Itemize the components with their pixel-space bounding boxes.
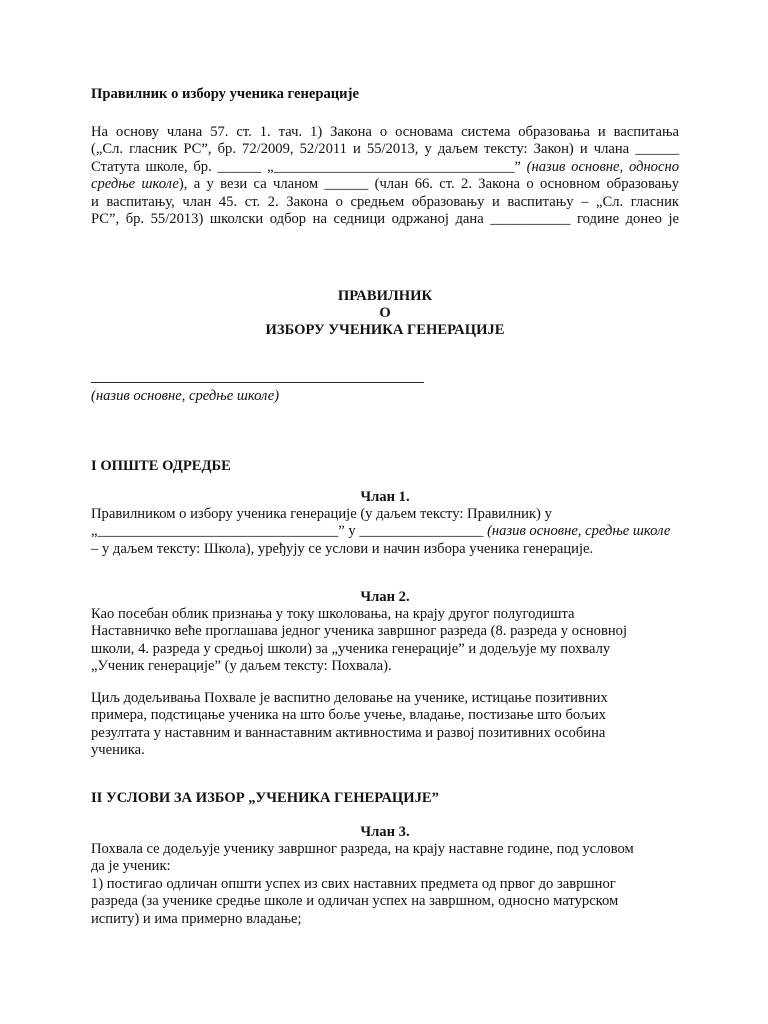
article-heading: Члан 2. bbox=[360, 589, 410, 605]
paragraph-line: Похвала се додељује ученику завршног разреда, на крају наставне године, под условом bbox=[91, 841, 634, 857]
paragraph-line: испиту) и има примерно владање; bbox=[91, 910, 302, 927]
paragraph-line: Као посебан облик признања у току школовања, на крају другог полугодишта bbox=[91, 606, 575, 622]
school-name-caption: (назив основне, средње школе) bbox=[91, 388, 280, 404]
paragraph-line-text: „_________________________________” у _________________ bbox=[91, 523, 484, 540]
main-title-line: ПРАВИЛНИК bbox=[337, 288, 433, 304]
section-heading: II УСЛОВИ ЗА ИЗБОР „УЧЕНИКА ГЕНЕРАЦИЈЕ” bbox=[91, 790, 439, 806]
article-1-text bbox=[91, 506, 679, 558]
article-heading: Члан 1. bbox=[360, 489, 410, 505]
article-2-paragraph-2 bbox=[91, 690, 679, 760]
intro-line-text: Статута школе, бр. ______ „_________________________________” bbox=[91, 158, 521, 175]
intro-paragraph bbox=[91, 124, 679, 228]
paragraph-line: ученика. bbox=[91, 742, 145, 759]
article-heading: Члан 3. bbox=[360, 824, 410, 840]
paragraph-line: „Ученик генерације” (у даљем тексту: Похвала). bbox=[91, 658, 392, 675]
article-2-paragraph-1 bbox=[91, 606, 679, 676]
intro-line: На основу члана 57. ст. 1. тач. 1) Закона о основама система образовања и васпитања bbox=[91, 124, 679, 140]
paragraph-line: примера, подстицање ученика на што боље учење, владање, постизање што бољих bbox=[91, 707, 606, 724]
paragraph-line bbox=[91, 523, 679, 540]
paragraph-line: да је ученик: bbox=[91, 858, 171, 875]
intro-line: и васпитању, члан 45. ст. 2. Закона о средњем образовању и васпитању – „Сл. гласник bbox=[91, 193, 679, 210]
school-name-blank-line bbox=[91, 382, 424, 383]
main-title-line: О bbox=[379, 305, 391, 321]
paragraph-line: – у даљем тексту: Школа), уређују се услови и начин избора ученика генерације. bbox=[91, 540, 594, 557]
paragraph-line: 1) постигао одличан општи успех из свих наставних предмета од првог до завршног bbox=[91, 875, 616, 892]
document-title: Правилник о избору ученика генерације bbox=[91, 86, 359, 102]
paragraph-line: резултата у наставним и ваннаставним активностима и развој позитивних особина bbox=[91, 724, 606, 741]
intro-line-text: ), а у вези са чланом ______ (члан 66. ст. 2. Закона о основном образовању bbox=[178, 176, 679, 193]
intro-line-italic: средње школе bbox=[91, 176, 179, 193]
intro-line bbox=[91, 176, 679, 193]
main-title-line: ИЗБОРУ УЧЕНИКА ГЕНЕРАЦИЈЕ bbox=[265, 322, 505, 338]
paragraph-line: разреда (за ученике средње школе и одличан успех на завршном, односно матурском bbox=[91, 893, 619, 910]
intro-line bbox=[91, 159, 679, 176]
article-3-text bbox=[91, 841, 679, 928]
paragraph-line: Наставничко веће проглашава једног ученика завршног разреда (8. разреда у основној bbox=[91, 623, 628, 640]
intro-line: РС”, бр. 55/2013) школски одбор на седници одржаној дана ___________ године донео је bbox=[91, 211, 679, 228]
paragraph-line: школи, 4. разреда у средњој школи) за „ученика генерације” и додељује му похвалу bbox=[91, 640, 611, 657]
paragraph-line: Циљ додељивања Похвале је васпитно деловање на ученике, истицање позитивних bbox=[91, 690, 608, 706]
paragraph-line: Правилником о избору ученика генерације (у даљем тексту: Правилник) у bbox=[91, 506, 552, 522]
intro-line: („Сл. гласник РС”, бр. 72/2009, 52/2011 и 55/2013, у даљем тексту: Закон) и члана ______ bbox=[91, 141, 679, 158]
intro-line-italic: (назив основне, односно bbox=[526, 158, 679, 175]
section-heading: I ОПШТЕ ОДРЕДБЕ bbox=[91, 458, 231, 474]
paragraph-line-italic: (назив основне, средње школе bbox=[487, 523, 671, 540]
